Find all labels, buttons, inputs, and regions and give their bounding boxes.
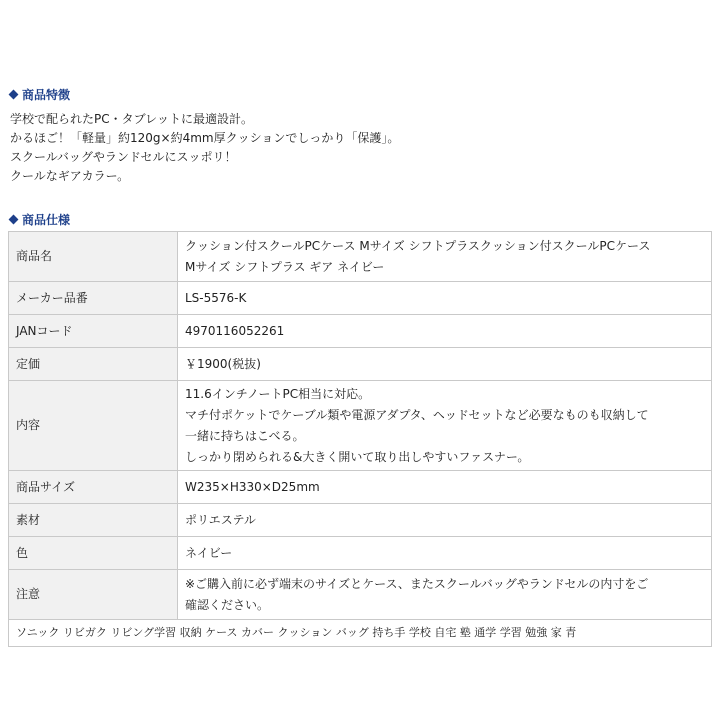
feature-line: かるほご！「軽量」約120g×約4mm厚クッションでしっかり「保護」。 bbox=[10, 131, 400, 145]
features-heading bbox=[8, 86, 712, 104]
spec-value-line: ネイビー bbox=[185, 545, 233, 560]
spec-label: 定価 bbox=[9, 348, 178, 381]
spec-heading-text: 商品仕様 bbox=[22, 213, 71, 227]
spec-label: 注意 bbox=[9, 570, 178, 620]
spec-label: 商品名 bbox=[9, 232, 178, 282]
spec-value-line: ※ご購入前に必ず端末のサイズとケース、またスクールバッグやランドセルの内寸をご bbox=[185, 576, 649, 591]
product-description bbox=[8, 86, 712, 647]
table-row bbox=[9, 471, 712, 504]
features-heading-text: 商品特徴 bbox=[22, 88, 71, 102]
table-row bbox=[9, 570, 712, 620]
spec-value-line: 確認ください。 bbox=[185, 597, 270, 612]
table-row bbox=[9, 537, 712, 570]
spec-value-line: Mサイズ シフトプラス ギア ネイビー bbox=[185, 259, 385, 274]
spec-value-line: LS-5576-K bbox=[185, 290, 247, 305]
feature-line: スクールバッグやランドセルにスッポリ！ bbox=[10, 150, 237, 164]
spec-value-line: 4970116052261 bbox=[185, 323, 285, 338]
spec-value-line: 一緒に持ちはこべる。 bbox=[185, 428, 305, 443]
spec-value-line: W235×H330×D25mm bbox=[185, 479, 320, 494]
spec-label: 商品サイズ bbox=[9, 471, 178, 504]
spec-value bbox=[178, 282, 712, 315]
spec-label: メーカー品番 bbox=[9, 282, 178, 315]
spec-table bbox=[8, 231, 712, 620]
table-row bbox=[9, 381, 712, 471]
spec-value-line: クッション付スクールPCケース Mサイズ シフトプラスクッション付スクールPCケース bbox=[185, 238, 651, 253]
spec-value-line: 11.6インチノートPC相当に対応。 bbox=[185, 386, 371, 401]
spec-value-line: しっかり閉められる&大きく開いて取り出しやすいファスナー。 bbox=[185, 449, 530, 464]
spec-label: 素材 bbox=[9, 504, 178, 537]
diamond-bullet-icon bbox=[9, 90, 19, 100]
spec-value bbox=[178, 537, 712, 570]
spec-value-line: ￥1900(税抜) bbox=[185, 356, 261, 371]
spec-value bbox=[178, 504, 712, 537]
table-row bbox=[9, 315, 712, 348]
table-row bbox=[9, 348, 712, 381]
feature-line: 学校で配られたPC・タブレットに最適設計。 bbox=[10, 112, 254, 126]
table-row bbox=[9, 504, 712, 537]
keyword-tags: ソニック リビガク リビング学習 収納 ケース カバー クッション バッグ 持ち手 学校 自宅 塾 通学 学習 勉強 家 青 bbox=[8, 620, 712, 647]
feature-line: クールなギアカラー。 bbox=[10, 169, 130, 183]
table-row bbox=[9, 282, 712, 315]
diamond-bullet-icon bbox=[9, 215, 19, 225]
spec-value bbox=[178, 315, 712, 348]
spec-label: 内容 bbox=[9, 381, 178, 471]
spec-label: 色 bbox=[9, 537, 178, 570]
spec-value-line: ポリエステル bbox=[185, 512, 256, 527]
spec-value bbox=[178, 471, 712, 504]
spec-value bbox=[178, 348, 712, 381]
spec-value bbox=[178, 232, 712, 282]
spec-value bbox=[178, 570, 712, 620]
spec-value bbox=[178, 381, 712, 471]
features-text bbox=[8, 104, 712, 205]
table-row bbox=[9, 232, 712, 282]
spec-label: JANコード bbox=[9, 315, 178, 348]
spec-value-line: マチ付ポケットでケーブル類や電源アダプタ、ヘッドセットなど必要なものも収納して bbox=[185, 407, 649, 422]
spec-heading bbox=[8, 211, 712, 229]
